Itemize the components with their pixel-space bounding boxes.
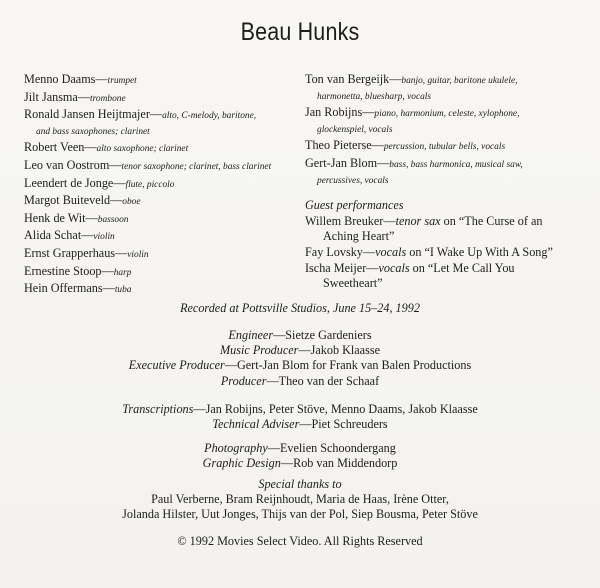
guest-heading: Guest performances xyxy=(305,198,404,213)
musician-role-continued: percussives, vocals xyxy=(317,175,389,186)
credit-line: Music Producer—Jakob Klaasse xyxy=(220,343,380,358)
guest-row: Willem Breuker—tenor sax on “The Curse of an xyxy=(305,213,543,228)
guest-song: on “Let Me Call You xyxy=(409,260,515,275)
musician-role: trumpet xyxy=(107,76,137,86)
thanks-line: Paul Verberne, Bram Reijnhoudt, Maria de Haas, Irène Otter, xyxy=(151,492,449,507)
credit-line: Transcriptions—Jan Robijns, Peter Stöve, Menno Daams, Jakob Klaasse xyxy=(122,402,478,416)
musician-role: violin xyxy=(93,232,115,243)
credit-line: Technical Adviser—Piet Schreuders xyxy=(212,417,388,432)
musician-role: banjo, guitar, baritone ukulele, xyxy=(401,76,518,86)
musician-row: Ton van Bergeijk—banjo, guitar, baritone ukulele, xyxy=(305,72,518,86)
credit-line: Engineer—Sietze Gardeniers xyxy=(228,328,372,342)
special-thanks xyxy=(0,477,600,523)
musician-role: flute, piccolo xyxy=(125,179,175,190)
guest-role: vocals xyxy=(375,244,407,259)
musician-role: violin xyxy=(127,249,149,260)
musician-row: Alida Schat—violin xyxy=(24,228,115,243)
credit-person: Rob van Middendorp xyxy=(293,456,398,471)
musician-name: Leo van Oostrom xyxy=(24,157,110,172)
musician-name: Ronald Jansen Heijtmajer xyxy=(24,107,150,122)
guest-name: Willem Breuker xyxy=(305,213,384,228)
musician-role: tenor saxophone; clarinet, bass clarinet xyxy=(121,161,272,172)
guest-role: vocals xyxy=(378,260,410,275)
musician-row: Henk de Wit—bassoon xyxy=(24,210,129,225)
musician-row: Theo Pieterse—percussion, tubular bells, vocals xyxy=(305,138,506,153)
guest-name: Ischa Meijer xyxy=(305,260,367,275)
guest-name: Fay Lovsky xyxy=(305,244,363,259)
credit-person: Theo van der Schaaf xyxy=(278,373,380,388)
credit-job: Music Producer xyxy=(220,343,299,358)
recording-info: Recorded at Pottsville Studios, June 15–24, 1992 xyxy=(180,301,420,315)
musician-name: Ernestine Stoop xyxy=(24,263,102,278)
credit-person: Jakob Klaasse xyxy=(310,343,380,358)
thanks-heading: Special thanks to xyxy=(258,477,342,491)
credit-job: Technical Adviser xyxy=(212,417,300,432)
page-title: Beau Hunks xyxy=(240,18,360,46)
credit-line: Executive Producer—Gert-Jan Blom for Frank van Balen Productions xyxy=(128,358,472,373)
musician-name: Robert Veen xyxy=(24,140,85,155)
credit-person: Sietze Gardeniers xyxy=(285,328,372,342)
copyright-notice: © 1992 Movies Select Video. All Rights Reserved xyxy=(177,534,423,548)
musician-row: Robert Veen—alto saxophone; clarinet xyxy=(24,140,189,155)
musician-role: tuba xyxy=(114,285,132,296)
musician-role: bassoon xyxy=(97,214,129,225)
guest-song-continued: Sweetheart” xyxy=(323,276,383,291)
musician-name: Henk de Wit xyxy=(24,210,86,225)
credit-person: Jan Robijns, Peter Stöve, Menno Daams, Jakob Klaasse xyxy=(205,402,478,416)
guest-song: on “The Curse of an xyxy=(440,213,543,228)
production-credits xyxy=(0,328,600,389)
musician-name: Jan Robijns xyxy=(305,105,363,120)
credit-job: Transcriptions xyxy=(122,402,194,416)
credit-person: Evelien Schoondergang xyxy=(279,441,396,455)
musician-role: trombone xyxy=(90,93,126,104)
credit-job: Executive Producer xyxy=(128,358,225,373)
musicians-right-column xyxy=(305,72,590,292)
musician-role: alto saxophone; clarinet xyxy=(96,144,189,155)
musician-row: Leendert de Jonge—flute, piccolo xyxy=(24,175,175,190)
musician-role: bass, bass harmonica, musical saw, xyxy=(389,159,523,170)
credit-job: Photography xyxy=(204,441,268,455)
musician-row: Jan Robijns—piano, harmonium, celeste, xylophone, xyxy=(305,105,520,120)
musician-row: Ronald Jansen Heijtmajer—alto, C-melody, baritone, xyxy=(24,107,257,122)
musician-row: Ernestine Stoop—harp xyxy=(24,263,132,278)
credit-job: Producer xyxy=(220,373,267,388)
musician-name: Gert-Jan Blom xyxy=(305,155,378,170)
musician-name: Hein Offermans xyxy=(24,281,103,296)
musician-name: Theo Pieterse xyxy=(305,138,372,153)
musician-row: Leo van Oostrom—tenor saxophone; clarinet, bass clarinet xyxy=(24,157,272,172)
guest-song: on “I Wake Up With A Song” xyxy=(406,244,553,259)
musician-role: harp xyxy=(113,267,132,278)
credit-person: Piet Schreuders xyxy=(311,417,388,432)
musician-row: Menno Daams—trumpet xyxy=(24,72,137,86)
guest-role: tenor sax xyxy=(395,213,441,228)
musician-name: Jilt Jansma xyxy=(24,89,78,104)
musicians-left-column xyxy=(24,72,304,299)
musician-name: Leendert de Jonge xyxy=(24,175,114,190)
guest-row: Fay Lovsky—vocals on “I Wake Up With A Song” xyxy=(305,244,553,259)
design-credits xyxy=(0,441,600,471)
musician-role-continued: glockenspiel, vocals xyxy=(317,124,393,135)
musician-name: Margot Buiteveld xyxy=(24,193,111,208)
musician-role-continued: harmonetta, bluesharp, vocals xyxy=(317,91,432,102)
musician-role: percussion, tubular bells, vocals xyxy=(383,142,506,153)
musician-row: Jilt Jansma—trombone xyxy=(24,89,126,104)
musician-row: Margot Buiteveld—oboe xyxy=(24,193,141,208)
credit-person: Gert-Jan Blom for Frank van Balen Productions xyxy=(236,358,472,373)
transcription-credits xyxy=(0,402,600,432)
musician-role-continued: and bass saxophones; clarinet xyxy=(36,126,150,137)
musician-name: Ernst Grapperhaus xyxy=(24,245,116,260)
guest-row: Ischa Meijer—vocals on “Let Me Call You xyxy=(305,260,515,275)
musician-row: Gert-Jan Blom—bass, bass harmonica, musical saw, xyxy=(305,155,523,170)
credit-line: Producer—Theo van der Schaaf xyxy=(220,373,380,388)
musician-name: Ton van Bergeijk xyxy=(305,72,390,86)
credit-line: Photography—Evelien Schoondergang xyxy=(204,441,396,455)
musician-row: Ernst Grapperhaus—violin xyxy=(24,245,149,260)
musician-row: Hein Offermans—tuba xyxy=(24,281,132,296)
guest-song-continued: Aching Heart” xyxy=(323,229,395,244)
credit-line: Graphic Design—Rob van Middendorp xyxy=(202,456,398,471)
musician-role: oboe xyxy=(122,197,141,208)
musician-name: Menno Daams xyxy=(24,72,96,86)
musician-role: piano, harmonium, celeste, xylophone, xyxy=(374,109,520,120)
credit-job: Graphic Design xyxy=(202,456,281,471)
credit-job: Engineer xyxy=(228,328,274,342)
musician-role: alto, C-melody, baritone, xyxy=(162,111,257,122)
thanks-line: Jolanda Hilster, Uut Jonges, Thijs van der Pol, Siep Bousma, Peter Stöve xyxy=(122,507,478,522)
musician-name: Alida Schat xyxy=(24,228,82,243)
